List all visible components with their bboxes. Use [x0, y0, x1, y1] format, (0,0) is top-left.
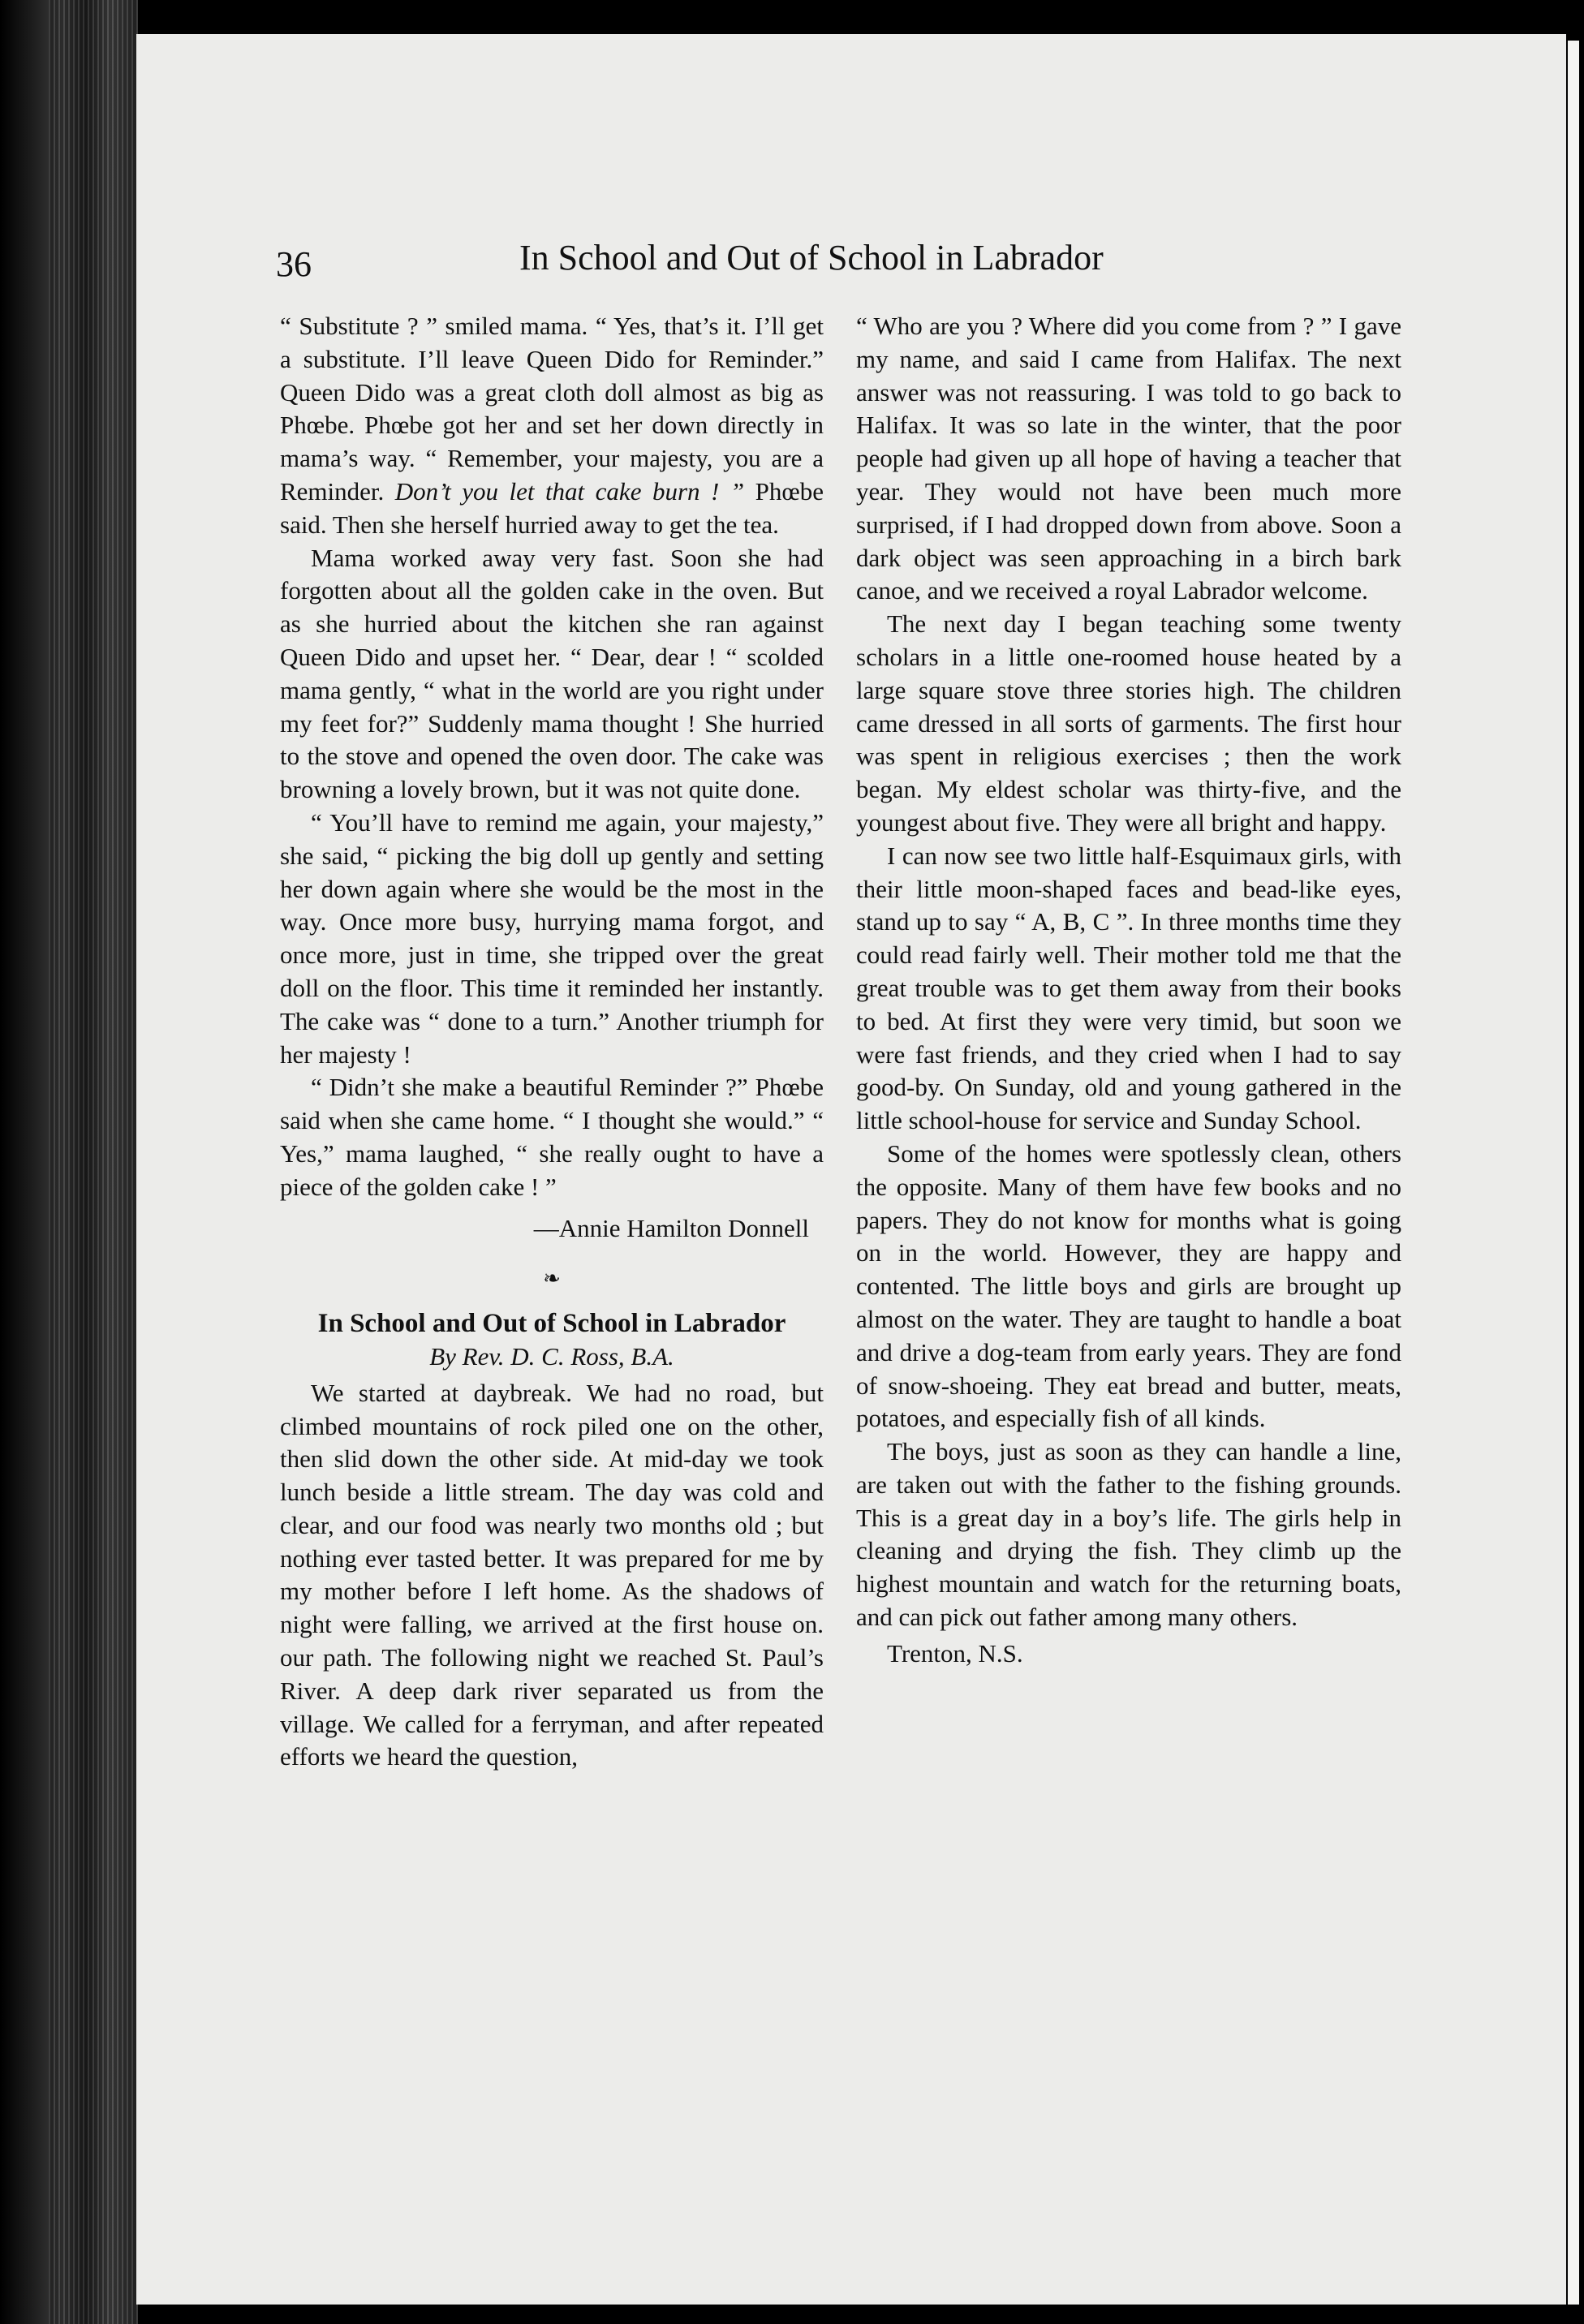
book-spine-edge	[0, 0, 138, 2324]
page-number: 36	[276, 244, 312, 284]
author-signature: —Annie Hamilton Donnell	[533, 1213, 809, 1242]
right-column	[856, 310, 1401, 1671]
paragraph: I can now see two little half-Esquimaux girls, with their little moon-shaped faces and bead-like eyes, stand up to say “ A, B, C ”. In three months time they could read fairly well. Their mother told me that the great trouble was to get them away from their books to bed. At first they were very timid, but soon we were fast friends, and they cried when I had to say good-by. On Sunday, old and young gathered in the little school-house for service and Sunday School.	[856, 841, 1401, 1135]
paragraph: We started at daybreak. We had no road, but climbed mountains of rock piled one on the other, then slid down the other side. At mid-day we took lunch beside a little stream. The day was cold and clear, and our food was nearly two months old ; but nothing ever tasted better. It was prepared for me by my mother before I left home. As the shadows of night were falling, we arrived at the first house on. our path. The following night we reached St. Paul’s River. A deep dark river separated us from the village. We called for a ferryman, and after repeated efforts we heard the question,	[280, 1378, 824, 1771]
page-edges	[49, 0, 138, 2324]
left-column	[280, 310, 824, 1774]
running-title: In School and Out of School in Labrador	[519, 238, 1104, 278]
paragraph: The boys, just as soon as they can handle a line, are taken out with the father to the fishing grounds. This is a great day in a boy’s life. The girls help in cleaning and drying the fish. They climb up the highest mountain and watch for the returning boats, and can pick out father among many others.	[856, 1437, 1401, 1632]
facing-page-sliver	[1568, 41, 1579, 2305]
paragraph	[280, 310, 824, 542]
paragraph-text: “ Substitute ? ” smiled mama. “ Yes, that’s it. I’ll get a substitute. I’ll leave Queen Dido for Reminder.” Queen Dido was a great cloth doll almost as big as Phœbe. Phœbe got her and set her down directly in mama’s way. “ Remember, your majesty, you are a Reminder.	[280, 312, 824, 506]
place-signature: Trenton, N.S.	[887, 1638, 1023, 1668]
paragraph-text: Phœbe said. Then she herself hurried away to get the tea.	[280, 476, 824, 539]
paragraph: “ You’ll have to remind me again, your majesty,” she said, “ picking the big doll up gently and setting her down again where she would be the most in the way. Once more busy, hurrying mama forgot, and once more, just in time, she tripped over the great doll on the floor. This time it reminded her instantly. The cake was “ done to a turn.” Another triumph for her majesty !	[280, 807, 824, 1069]
paragraph: Mama worked away very fast. Soon she had forgotten about all the golden cake in the oven. But as she hurried about the kitchen she ran against Queen Dido and upset her. “ Dear, dear ! “ scolded mama gently, “ what in the world are you right under my feet for?” Suddenly mama thought ! She hurried to the stove and opened the oven door. The cake was browning a lovely brown, but it was not quite done.	[280, 543, 824, 804]
article-title: In School and Out of School in Labrador	[317, 1309, 786, 1339]
ornament-icon: ❧	[543, 1267, 561, 1291]
paragraph: The next day I began teaching some twenty scholars in a little one-roomed house heated by a large square stove three stories high. The children came dressed in all sorts of garments. The first hour was spent in religious exercises ; then the work began. My eldest scholar was thirty-five, and the youngest about five. They were all bright and happy.	[856, 609, 1401, 837]
running-header	[276, 237, 1290, 294]
paragraph: “ Didn’t she make a beautiful Reminder ?” Phœbe said when she came home. “ I thought she would.” “ Yes,” mama laughed, “ she really ought to have a piece of the golden cake ! ”	[280, 1073, 824, 1201]
paragraph: “ Who are you ? Where did you come from ? ” I gave my name, and said I came from Halifax. The next answer was not reassuring. I was told to go back to Halifax. It was so late in the winter, that the poor people had given up all hope of having a teacher that year. They would not have been much more surprised, if I had dropped down from above. Soon a dark object was seen approaching in a birch bark canoe, and we received a royal Labrador welcome.	[856, 312, 1401, 605]
paragraph: Some of the homes were spotlessly clean, others the opposite. Many of them have few books and no papers. They do not know for months what is going on in the world. However, they are happy and contented. The little boys and girls are brought up almost on the water. They are taught to handle a boat and drive a dog-team from early years. They are fond of snow-shoeing. They eat bread and butter, meats, potatoes, and especially fish of all kinds.	[856, 1138, 1401, 1433]
italic-text: Don’t you let that cake burn ! ”	[394, 476, 745, 506]
byline: By Rev. D. C. Ross, B.A.	[429, 1341, 674, 1371]
